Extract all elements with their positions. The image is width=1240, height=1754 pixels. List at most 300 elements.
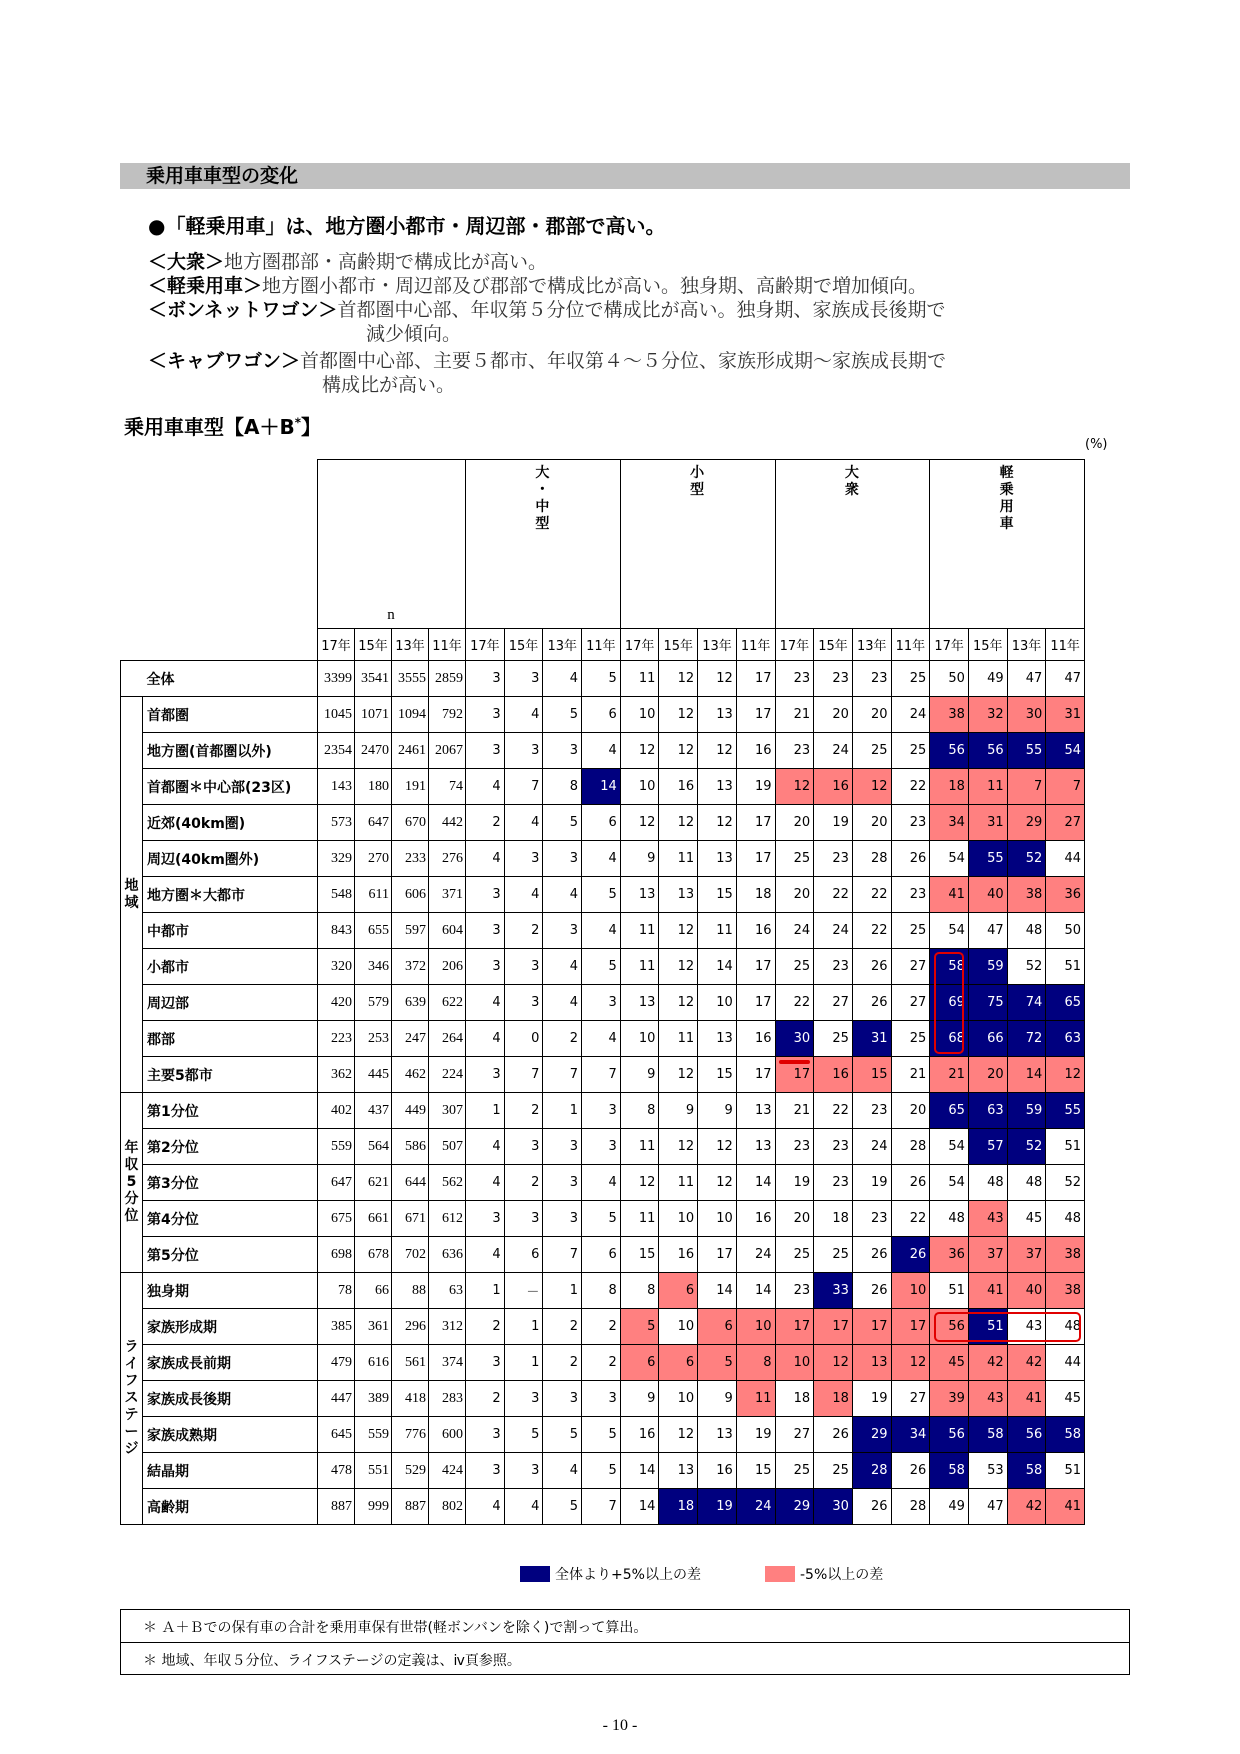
value-cell: 16	[814, 769, 853, 805]
value-cell: 43	[968, 1381, 1007, 1417]
n-cell: 449	[392, 1093, 429, 1129]
value-cell: 25	[775, 949, 814, 985]
value-cell: 23	[814, 841, 853, 877]
value-cell: 20	[852, 805, 891, 841]
table-row	[121, 1093, 1085, 1129]
n-cell: 329	[318, 841, 355, 877]
value-cell: 2	[543, 1309, 582, 1345]
value-cell: 16	[659, 769, 698, 805]
table-row	[121, 1381, 1085, 1417]
n-cell: 276	[429, 841, 466, 877]
value-cell: 12	[852, 769, 891, 805]
row-label: 中都市	[143, 913, 318, 949]
value-cell: 28	[852, 841, 891, 877]
value-cell: 7	[582, 1057, 621, 1093]
value-cell: 59	[968, 949, 1007, 985]
value-cell: 12	[659, 661, 698, 697]
value-cell: 51	[968, 1309, 1007, 1345]
value-cell: 11	[620, 1129, 659, 1165]
value-cell: 4	[504, 805, 543, 841]
row-label: 第4分位	[143, 1201, 318, 1237]
n-cell: 296	[392, 1309, 429, 1345]
n-cell: 307	[429, 1093, 466, 1129]
value-cell: 0	[504, 1021, 543, 1057]
value-cell: 23	[775, 1129, 814, 1165]
n-cell: 621	[355, 1165, 392, 1201]
value-cell: 10	[736, 1309, 775, 1345]
header-year: 17年	[930, 629, 969, 661]
value-cell: 37	[1007, 1237, 1046, 1273]
value-cell: 29	[1007, 805, 1046, 841]
n-cell: 2067	[429, 733, 466, 769]
value-cell: 7	[1007, 769, 1046, 805]
value-cell: 25	[814, 1021, 853, 1057]
value-cell: 23	[775, 733, 814, 769]
n-cell: 670	[392, 805, 429, 841]
n-cell: 180	[355, 769, 392, 805]
value-cell: 8	[543, 769, 582, 805]
value-cell: 3	[504, 1201, 543, 1237]
value-cell: 6	[582, 697, 621, 733]
header-year: 17年	[620, 629, 659, 661]
value-cell: 25	[814, 1453, 853, 1489]
header-year: 17年	[466, 629, 505, 661]
value-cell: 56	[930, 1309, 969, 1345]
value-cell: 16	[698, 1453, 737, 1489]
value-cell: 4	[543, 949, 582, 985]
value-cell: 4	[466, 1021, 505, 1057]
value-cell: 27	[891, 985, 930, 1021]
value-cell: 58	[930, 1453, 969, 1489]
value-cell: 3	[504, 1129, 543, 1165]
value-cell: 12	[698, 733, 737, 769]
value-cell: 42	[968, 1345, 1007, 1381]
value-cell: 8	[620, 1093, 659, 1129]
value-cell: 3	[466, 1345, 505, 1381]
value-cell: 1	[504, 1309, 543, 1345]
value-cell: 14	[736, 1273, 775, 1309]
value-cell: 19	[736, 1417, 775, 1453]
value-cell: 65	[930, 1093, 969, 1129]
value-cell: 7	[504, 769, 543, 805]
value-cell: 2	[543, 1345, 582, 1381]
n-cell: 1071	[355, 697, 392, 733]
side-group-label: 年 収 5 分 位	[124, 1140, 139, 1224]
value-cell: 41	[968, 1273, 1007, 1309]
row-label: 家族成長前期	[143, 1345, 318, 1381]
row-label: 首都圏＊中心部(23区)	[143, 769, 318, 805]
n-cell: 143	[318, 769, 355, 805]
value-cell: 25	[891, 1021, 930, 1057]
value-cell: 47	[968, 1489, 1007, 1525]
value-cell: 7	[504, 1057, 543, 1093]
value-cell: 49	[930, 1489, 969, 1525]
n-cell: 320	[318, 949, 355, 985]
value-cell: 11	[659, 1021, 698, 1057]
value-cell: 10	[659, 1309, 698, 1345]
value-cell: 13	[698, 769, 737, 805]
value-cell: 6	[582, 805, 621, 841]
value-cell: 25	[775, 1453, 814, 1489]
header-group-text: 小 型	[690, 465, 705, 498]
value-cell: 23	[814, 949, 853, 985]
n-cell: 191	[392, 769, 429, 805]
header-year: 15年	[814, 629, 853, 661]
value-cell: 38	[1046, 1273, 1085, 1309]
n-cell: 389	[355, 1381, 392, 1417]
value-cell: 1	[543, 1273, 582, 1309]
value-cell: 3	[466, 1201, 505, 1237]
value-cell: 59	[1007, 1093, 1046, 1129]
value-cell: 3	[466, 1453, 505, 1489]
value-cell: 26	[891, 1237, 930, 1273]
n-cell: 675	[318, 1201, 355, 1237]
value-cell: 24	[775, 913, 814, 949]
bullet-text: 首都圏中心部、主要５都市、年収第４～５分位、家族形成期～家族成長期で	[300, 350, 947, 372]
row-label: 第5分位	[143, 1237, 318, 1273]
n-cell: 3555	[392, 661, 429, 697]
value-cell: 13	[698, 1021, 737, 1057]
table-row	[121, 1237, 1085, 1273]
value-cell: 41	[1007, 1381, 1046, 1417]
value-cell: 57	[968, 1129, 1007, 1165]
side-group-label: 地 域	[124, 877, 139, 911]
n-cell: 564	[355, 1129, 392, 1165]
value-cell: 21	[891, 1057, 930, 1093]
row-label: 主要5都市	[143, 1057, 318, 1093]
value-cell: 48	[1046, 1309, 1085, 1345]
value-cell: 75	[968, 985, 1007, 1021]
header-group-0	[466, 460, 621, 629]
value-cell: 4	[582, 841, 621, 877]
n-cell: 442	[429, 805, 466, 841]
value-cell: 23	[814, 661, 853, 697]
value-cell: 5	[582, 1201, 621, 1237]
value-cell: 11	[736, 1381, 775, 1417]
n-cell: 551	[355, 1453, 392, 1489]
value-cell: 14	[620, 1453, 659, 1489]
value-cell: 17	[736, 949, 775, 985]
value-cell: 17	[736, 1057, 775, 1093]
value-cell: 11	[620, 949, 659, 985]
value-cell: 9	[659, 1093, 698, 1129]
value-cell: 21	[775, 1093, 814, 1129]
bullet-cab-cont	[322, 373, 455, 397]
value-cell: 23	[852, 1201, 891, 1237]
value-cell: 5	[582, 1417, 621, 1453]
row-label: 第2分位	[143, 1129, 318, 1165]
value-cell: 26	[891, 1165, 930, 1201]
value-cell: 12	[1046, 1057, 1085, 1093]
n-cell: 579	[355, 985, 392, 1021]
value-cell: 54	[930, 841, 969, 877]
value-cell: 11	[968, 769, 1007, 805]
value-cell: 26	[852, 1273, 891, 1309]
value-cell: 25	[814, 1237, 853, 1273]
value-cell: 8	[620, 1273, 659, 1309]
value-cell: 54	[1046, 733, 1085, 769]
value-cell: 3	[543, 1381, 582, 1417]
value-cell: 44	[1046, 841, 1085, 877]
value-cell: 26	[852, 1489, 891, 1525]
value-cell: 6	[620, 1345, 659, 1381]
value-cell: 3	[543, 1165, 582, 1201]
value-cell: 2	[466, 1381, 505, 1417]
bullet-bonnet-cont	[366, 322, 461, 346]
value-cell: 3	[466, 949, 505, 985]
bullet-text: 減少傾向。	[366, 323, 462, 345]
value-cell: 28	[891, 1489, 930, 1525]
value-cell: 38	[1007, 877, 1046, 913]
value-cell: 23	[775, 1273, 814, 1309]
page-number: - 10 -	[602, 1717, 638, 1734]
value-cell: 10	[775, 1345, 814, 1381]
value-cell: 49	[968, 661, 1007, 697]
bullet-text: 地方圏小都市・周辺部及び郡部で構成比が高い。独身期、高齢期で増加傾向。	[262, 275, 928, 297]
note-1: ＊ Ａ＋Ｂでの保有車の合計を乗用車保有世帯(軽ボンバンを除く)で割って算出。	[143, 1620, 648, 1636]
row-label: 近郊(40km圏)	[143, 805, 318, 841]
n-cell: 247	[392, 1021, 429, 1057]
table-row	[121, 913, 1085, 949]
value-cell: 74	[1007, 985, 1046, 1021]
value-cell: 17	[736, 661, 775, 697]
n-cell: 223	[318, 1021, 355, 1057]
value-cell: 3	[504, 661, 543, 697]
value-cell: 5	[582, 877, 621, 913]
value-cell: 48	[930, 1201, 969, 1237]
n-cell: 447	[318, 1381, 355, 1417]
n-cell: 312	[429, 1309, 466, 1345]
value-cell: 3	[466, 697, 505, 733]
row-label: 家族成長後期	[143, 1381, 318, 1417]
value-cell: 3	[466, 661, 505, 697]
value-cell: 37	[968, 1237, 1007, 1273]
row-label: 独身期	[143, 1273, 318, 1309]
n-cell: 479	[318, 1345, 355, 1381]
header-year: 17年	[775, 629, 814, 661]
value-cell: 5	[543, 1417, 582, 1453]
value-cell: 12	[698, 1129, 737, 1165]
value-cell: 3	[582, 1129, 621, 1165]
n-cell: 636	[429, 1237, 466, 1273]
header-year: 11年	[736, 629, 775, 661]
value-cell: 17	[736, 805, 775, 841]
value-cell: 31	[852, 1021, 891, 1057]
n-cell: 562	[429, 1165, 466, 1201]
value-cell: 13	[698, 1417, 737, 1453]
row-label: 家族形成期	[143, 1309, 318, 1345]
value-cell: 5	[698, 1345, 737, 1381]
value-cell: 2	[582, 1345, 621, 1381]
n-cell: 678	[355, 1237, 392, 1273]
value-cell: 9	[698, 1381, 737, 1417]
table-row	[121, 733, 1085, 769]
value-cell: 47	[968, 913, 1007, 949]
value-cell: 4	[582, 733, 621, 769]
value-cell: 24	[891, 697, 930, 733]
value-cell: 12	[891, 1345, 930, 1381]
header-n: n	[318, 460, 466, 629]
value-cell: 11	[698, 913, 737, 949]
value-cell: 18	[814, 1381, 853, 1417]
value-cell: 20	[775, 877, 814, 913]
value-cell: 48	[1007, 913, 1046, 949]
chart-title-asterisk: *	[294, 415, 302, 430]
value-cell: 26	[852, 985, 891, 1021]
value-cell: 25	[891, 913, 930, 949]
bullet-text: 構成比が高い。	[322, 374, 456, 396]
bullet-bonnet	[148, 298, 945, 322]
table-row	[121, 1417, 1085, 1453]
value-cell: 13	[736, 1093, 775, 1129]
n-cell: 3541	[355, 661, 392, 697]
n-cell: 507	[429, 1129, 466, 1165]
value-cell: 27	[891, 949, 930, 985]
highlight-outline	[934, 1312, 1081, 1342]
value-cell: 1	[466, 1273, 505, 1309]
value-cell: 13	[620, 877, 659, 913]
value-cell: 13	[659, 1453, 698, 1489]
header-year: 15年	[968, 629, 1007, 661]
value-cell: 3	[466, 1417, 505, 1453]
value-cell: 42	[1007, 1489, 1046, 1525]
row-label: 小都市	[143, 949, 318, 985]
value-cell: 56	[968, 733, 1007, 769]
n-cell: 253	[355, 1021, 392, 1057]
n-cell: 2461	[392, 733, 429, 769]
value-cell: 31	[1046, 697, 1085, 733]
n-cell: 66	[355, 1273, 392, 1309]
n-cell: 206	[429, 949, 466, 985]
value-cell: 52	[1007, 949, 1046, 985]
value-cell: 18	[736, 877, 775, 913]
n-cell: 437	[355, 1093, 392, 1129]
value-cell: 38	[1046, 1237, 1085, 1273]
n-cell: 264	[429, 1021, 466, 1057]
n-cell: 559	[318, 1129, 355, 1165]
value-cell: 47	[1046, 661, 1085, 697]
value-cell: 6	[659, 1273, 698, 1309]
n-cell: 361	[355, 1309, 392, 1345]
value-cell: 24	[814, 913, 853, 949]
header-group-text: 大 ・ 中 型	[535, 465, 550, 532]
value-cell: 3	[543, 913, 582, 949]
value-cell: 1	[504, 1345, 543, 1381]
row-label: 地方圏(首都圏以外)	[143, 733, 318, 769]
row-label: 全体	[143, 661, 318, 697]
value-cell: 16	[736, 913, 775, 949]
value-cell: 55	[968, 841, 1007, 877]
value-cell: 16	[736, 733, 775, 769]
value-cell: 4	[466, 1489, 505, 1525]
value-cell: 2	[504, 1165, 543, 1201]
value-cell: 12	[620, 733, 659, 769]
bullet-tag: ＜大衆＞	[148, 251, 225, 273]
table-row	[121, 1129, 1085, 1165]
n-cell: 802	[429, 1489, 466, 1525]
value-cell: 4	[504, 1489, 543, 1525]
value-cell: 19	[852, 1381, 891, 1417]
row-label: 周辺(40km圏外)	[143, 841, 318, 877]
value-cell: 34	[930, 805, 969, 841]
header-group-3	[930, 460, 1085, 629]
value-cell: 51	[1046, 1453, 1085, 1489]
value-cell: 22	[814, 1093, 853, 1129]
highlight-outline	[779, 1060, 810, 1064]
value-cell: 4	[582, 1021, 621, 1057]
value-cell: 65	[1046, 985, 1085, 1021]
value-cell: 13	[852, 1345, 891, 1381]
header-year: 11年	[582, 629, 621, 661]
value-cell: 40	[1007, 1273, 1046, 1309]
value-cell: 4	[504, 877, 543, 913]
header-blank	[121, 460, 318, 661]
header-year: 11年	[1046, 629, 1085, 661]
value-cell: 3	[504, 841, 543, 877]
n-cell: 639	[392, 985, 429, 1021]
row-label: 高齢期	[143, 1489, 318, 1525]
n-cell: 776	[392, 1417, 429, 1453]
table-row	[121, 1165, 1085, 1201]
value-cell: 68	[930, 1021, 969, 1057]
value-cell: 48	[1007, 1165, 1046, 1201]
value-cell: 19	[775, 1165, 814, 1201]
value-cell: 12	[814, 1345, 853, 1381]
value-cell: 31	[968, 805, 1007, 841]
bullet-tag: ＜ボンネットワゴン＞	[148, 299, 338, 321]
value-cell: 58	[1007, 1453, 1046, 1489]
row-label: 第3分位	[143, 1165, 318, 1201]
header-year: 13年	[1007, 629, 1046, 661]
value-cell: 20	[775, 1201, 814, 1237]
value-cell: 12	[659, 697, 698, 733]
value-cell: 12	[659, 733, 698, 769]
table-row	[121, 1345, 1085, 1381]
value-cell: 23	[852, 661, 891, 697]
table-row	[121, 805, 1085, 841]
row-label: 首都圏	[143, 697, 318, 733]
value-cell: －	[504, 1273, 543, 1309]
table-row	[121, 661, 1085, 697]
value-cell: 13	[736, 1129, 775, 1165]
n-cell: 371	[429, 877, 466, 913]
bullet-kei	[148, 274, 927, 298]
value-cell: 5	[543, 805, 582, 841]
value-cell: 19	[698, 1489, 737, 1525]
value-cell: 6	[504, 1237, 543, 1273]
value-cell: 12	[698, 805, 737, 841]
value-cell: 47	[1007, 661, 1046, 697]
value-cell: 55	[1007, 733, 1046, 769]
n-cell: 671	[392, 1201, 429, 1237]
value-cell: 11	[659, 1165, 698, 1201]
value-cell: 3	[543, 1201, 582, 1237]
value-cell: 12	[659, 805, 698, 841]
value-cell: 17	[814, 1309, 853, 1345]
value-cell: 14	[582, 769, 621, 805]
value-cell: 52	[1007, 841, 1046, 877]
unit-label: (%)	[1085, 437, 1108, 452]
value-cell: 17	[775, 1309, 814, 1345]
row-label: 周辺部	[143, 985, 318, 1021]
side-group-life	[121, 1273, 143, 1525]
value-cell: 24	[736, 1237, 775, 1273]
table-row	[121, 1489, 1085, 1525]
table-row	[121, 1273, 1085, 1309]
side-group-region	[121, 697, 143, 1093]
value-cell: 22	[775, 985, 814, 1021]
value-cell: 45	[1046, 1381, 1085, 1417]
